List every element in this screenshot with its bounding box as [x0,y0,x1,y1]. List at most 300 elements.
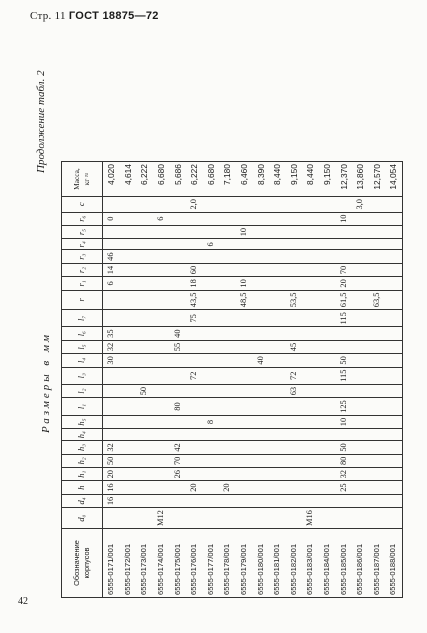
dim-cell [186,384,203,397]
dim-cell [286,468,303,481]
dim-cell [219,310,236,327]
dim-cell: 72 [286,367,303,384]
dim-cell [136,441,153,454]
dim-cell [203,454,220,467]
dim-cell [236,263,253,276]
dim-cell [385,384,402,397]
dim-cell [352,354,369,367]
dim-cell [219,197,236,212]
dim-cell [369,481,386,494]
col-l4: l₄ [62,354,103,367]
dim-cell [352,263,369,276]
dim-cell [252,494,269,507]
dim-cell [103,239,120,250]
designation-cell: 6555-0180/001 [252,529,269,598]
dim-cell: 2,0 [186,197,203,212]
designation-cell: 6555-0173/001 [136,529,153,598]
table-row [103,162,120,598]
dim-cell [203,310,220,327]
dim-cell [219,290,236,310]
page-header [30,10,159,22]
col-h5: h₅ [62,415,103,428]
dim-cell [120,429,137,441]
col-c: c [62,197,103,212]
dim-cell [302,367,319,384]
dim-cell [369,239,386,250]
dim-cell [252,239,269,250]
mass-cell: 8,440 [269,162,286,197]
col-h: h [62,481,103,494]
dim-cell: 115 [335,367,352,384]
dim-cell: 48,5 [236,290,253,310]
dim-cell [236,494,253,507]
rotated-table-area [35,38,399,598]
dim-cell [120,494,137,507]
dim-cell [203,468,220,481]
dim-cell [136,290,153,310]
dim-cell [369,384,386,397]
dimensions-title: Размеры в мм [40,332,52,433]
dim-cell [252,263,269,276]
dim-cell [286,481,303,494]
dim-cell [136,327,153,340]
dim-cell: 8 [203,415,220,428]
dim-cell [335,429,352,441]
dim-cell [219,327,236,340]
dim-cell [153,250,170,263]
dim-cell: 16 [103,481,120,494]
dim-cell [153,481,170,494]
dim-cell [236,468,253,481]
dim-cell [153,468,170,481]
dim-cell [103,415,120,428]
dim-cell: 50 [103,454,120,467]
dim-cell [186,398,203,416]
designation-cell: 6555-0186/001 [352,529,369,598]
dim-cell [352,239,369,250]
dim-cell [269,239,286,250]
dim-cell [186,239,203,250]
table-row [286,162,303,598]
dim-cell [252,212,269,225]
dim-cell [269,367,286,384]
dim-cell [120,398,137,416]
dim-cell [319,384,336,397]
dim-cell [352,310,369,327]
dim-cell [169,354,186,367]
dim-cell [352,225,369,238]
dim-cell [269,340,286,353]
dim-cell [319,354,336,367]
dim-cell [103,310,120,327]
mass-cell: 9,150 [286,162,303,197]
dim-cell [302,468,319,481]
dim-cell: 43,5 [186,290,203,310]
dim-cell [186,415,203,428]
dim-cell [120,310,137,327]
dim-cell [153,354,170,367]
dim-cell [286,197,303,212]
dim-cell [203,429,220,441]
dim-cell: 35 [103,327,120,340]
dim-cell: 10 [236,225,253,238]
col-l1: l₁ [62,398,103,416]
dim-cell [352,441,369,454]
designation-cell: 6555-0181/001 [269,529,286,598]
dim-cell [302,481,319,494]
dim-cell: 32 [335,468,352,481]
dim-cell [153,310,170,327]
dim-cell [385,340,402,353]
dim-cell [319,239,336,250]
dim-cell [269,277,286,290]
dim-cell [169,310,186,327]
dim-cell [203,398,220,416]
table-row [203,162,220,598]
dim-cell [269,429,286,441]
dim-cell: 14 [103,263,120,276]
dim-cell [136,398,153,416]
dim-cell [269,354,286,367]
dim-cell: 55 [169,340,186,353]
dim-cell [136,468,153,481]
dim-cell [269,263,286,276]
dim-cell: 18 [186,277,203,290]
dim-cell [153,415,170,428]
table-row [236,162,253,598]
dim-cell [286,441,303,454]
dim-cell [385,277,402,290]
dim-cell [120,239,137,250]
dim-cell: 50 [335,441,352,454]
dim-cell [120,468,137,481]
dim-cell [369,354,386,367]
col-r6: r₆ [62,212,103,225]
designation-cell: 6555-0174/001 [153,529,170,598]
dim-cell [352,212,369,225]
table-row [302,162,319,598]
dim-cell [385,508,402,529]
dim-cell [252,468,269,481]
dim-cell [269,481,286,494]
dim-cell: 10 [335,212,352,225]
col-h4: h₄ [62,429,103,441]
dim-cell [153,398,170,416]
dim-cell [103,290,120,310]
designation-cell: 6555-0171/001 [103,529,120,598]
mass-cell: 7,180 [219,162,236,197]
dim-cell: 10 [236,277,253,290]
dim-cell [219,415,236,428]
dim-cell [286,239,303,250]
dim-cell [385,494,402,507]
dim-cell [286,310,303,327]
dim-cell [169,212,186,225]
dim-cell [136,263,153,276]
mass-cell: 6,460 [236,162,253,197]
dim-cell [302,263,319,276]
dim-cell [219,441,236,454]
dim-cell [302,415,319,428]
dim-cell [252,327,269,340]
dim-cell [169,277,186,290]
dim-cell [236,384,253,397]
dim-cell [103,384,120,397]
designation-cell: 6555-0175/001 [169,529,186,598]
dim-cell [385,481,402,494]
dim-cell: M12 [153,508,170,529]
dim-cell [169,197,186,212]
dim-cell [302,225,319,238]
dim-cell [302,384,319,397]
dim-cell [252,250,269,263]
dim-cell [169,508,186,529]
dim-cell [385,225,402,238]
dim-cell [352,454,369,467]
dim-cell [169,239,186,250]
table-row [369,162,386,598]
dim-cell [369,429,386,441]
dim-cell [269,212,286,225]
dim-cell [203,263,220,276]
dim-cell [352,340,369,353]
dim-cell [269,441,286,454]
designation-cell: 6555-0188/001 [385,529,402,598]
mass-cell: 13,860 [352,162,369,197]
dim-cell: 10 [335,415,352,428]
dim-cell [236,415,253,428]
dim-cell [236,327,253,340]
dim-cell [203,481,220,494]
dim-cell [252,277,269,290]
dim-cell: 46 [103,250,120,263]
dim-cell [203,250,220,263]
table-row [120,162,137,598]
dim-cell [352,367,369,384]
dim-cell [186,212,203,225]
col-r2: r₂ [62,263,103,276]
dim-cell: 70 [169,454,186,467]
dim-cell: 45 [286,340,303,353]
dim-cell: 25 [335,481,352,494]
dim-cell [153,197,170,212]
dim-cell [169,250,186,263]
dim-cell [236,239,253,250]
dim-cell [236,310,253,327]
table-row [186,162,203,598]
dim-cell [219,367,236,384]
col-designation: Обозначение корпусов [62,529,103,598]
dim-cell [319,481,336,494]
designation-cell: 6555-0187/001 [369,529,386,598]
dim-cell [385,468,402,481]
dim-cell [169,225,186,238]
dim-cell [153,290,170,310]
dim-cell [319,290,336,310]
dim-cell [286,277,303,290]
col-h2: h₂ [62,454,103,467]
dim-cell [302,290,319,310]
mass-cell: 12,370 [335,162,352,197]
dim-cell [286,263,303,276]
designation-cell: 6555-0176/001 [186,529,203,598]
dim-cell [120,327,137,340]
dim-cell [136,508,153,529]
dim-cell [369,327,386,340]
dim-cell [186,441,203,454]
dim-cell [385,367,402,384]
dim-cell [369,212,386,225]
dim-cell [219,239,236,250]
dim-cell: 6 [203,239,220,250]
dim-cell [352,250,369,263]
mass-cell: 8,440 [302,162,319,197]
dim-cell [269,398,286,416]
dim-cell [269,250,286,263]
dim-cell [319,310,336,327]
dim-cell [203,277,220,290]
dim-cell [385,212,402,225]
dim-cell [335,225,352,238]
dim-cell [252,398,269,416]
dim-cell [236,212,253,225]
designation-cell: 6555-0178/001 [219,529,236,598]
dim-cell: 20 [335,277,352,290]
dim-cell [219,354,236,367]
dim-cell [120,354,137,367]
dim-cell [169,263,186,276]
dim-cell: 6 [103,277,120,290]
dim-cell [269,468,286,481]
dim-cell [103,367,120,384]
dim-cell [319,398,336,416]
dim-cell [120,263,137,276]
dim-cell [219,494,236,507]
dim-cell [302,494,319,507]
dim-cell [219,384,236,397]
dim-cell [153,454,170,467]
dim-cell: 50 [136,384,153,397]
dim-cell [120,367,137,384]
dim-cell [335,508,352,529]
dim-cell [136,367,153,384]
dim-cell [219,340,236,353]
dim-cell [120,415,137,428]
dim-cell [252,415,269,428]
dim-cell [252,508,269,529]
dim-cell [153,277,170,290]
table-row [153,162,170,598]
dim-cell [169,290,186,310]
dim-cell [120,441,137,454]
dim-cell [269,415,286,428]
dim-cell: 115 [335,310,352,327]
dim-cell [319,263,336,276]
dim-cell [103,197,120,212]
dim-cell [369,340,386,353]
dim-cell [236,367,253,384]
dim-cell [219,454,236,467]
col-h3: h₃ [62,441,103,454]
dim-cell [352,327,369,340]
dim-cell [286,398,303,416]
designation-cell: 6555-0183/001 [302,529,319,598]
table-row [136,162,153,598]
dim-cell [269,197,286,212]
dim-cell [136,454,153,467]
col-l2: l₂ [62,384,103,397]
dim-cell [269,225,286,238]
dim-cell [236,197,253,212]
dim-cell [186,354,203,367]
dim-cell [352,468,369,481]
dim-cell [319,454,336,467]
table-row [319,162,336,598]
dim-cell [103,398,120,416]
standard-number: ГОСТ 18875—72 [68,10,159,22]
dim-cell [385,239,402,250]
dim-cell: 125 [335,398,352,416]
dim-cell [186,250,203,263]
dim-cell [236,250,253,263]
dim-cell [252,441,269,454]
dim-cell [252,197,269,212]
dim-cell [335,327,352,340]
dim-cell [369,310,386,327]
dim-cell [219,250,236,263]
col-d0: d₀ [62,508,103,529]
dim-cell [120,225,137,238]
mass-cell: 12,570 [369,162,386,197]
dim-cell [169,384,186,397]
dim-cell [103,508,120,529]
dim-cell [286,354,303,367]
dim-cell: 63,5 [369,290,386,310]
dim-cell [286,508,303,529]
dim-cell [153,494,170,507]
dim-cell [302,197,319,212]
dim-cell [302,212,319,225]
dim-cell [352,277,369,290]
dim-cell: 0 [103,212,120,225]
dim-cell [236,441,253,454]
dim-cell [302,340,319,353]
designation-cell: 6555-0182/001 [286,529,303,598]
dim-cell: 72 [186,367,203,384]
dim-cell [236,398,253,416]
dim-cell [136,354,153,367]
dim-cell [369,197,386,212]
designation-cell: 6555-0184/001 [319,529,336,598]
dim-cell [252,367,269,384]
page-ref: Стр. 11 [30,10,66,22]
dim-cell: 6 [153,212,170,225]
col-l3: l₃ [62,367,103,384]
dim-cell [385,415,402,428]
dim-cell [269,290,286,310]
dim-cell: 20 [219,481,236,494]
col-r4: r₄ [62,239,103,250]
dim-cell [236,508,253,529]
dim-cell [219,263,236,276]
dim-cell [120,384,137,397]
dim-cell [186,454,203,467]
mass-cell: 8,390 [252,162,269,197]
dim-cell [369,508,386,529]
dim-cell [153,340,170,353]
table-row [219,162,236,598]
dim-cell [319,429,336,441]
